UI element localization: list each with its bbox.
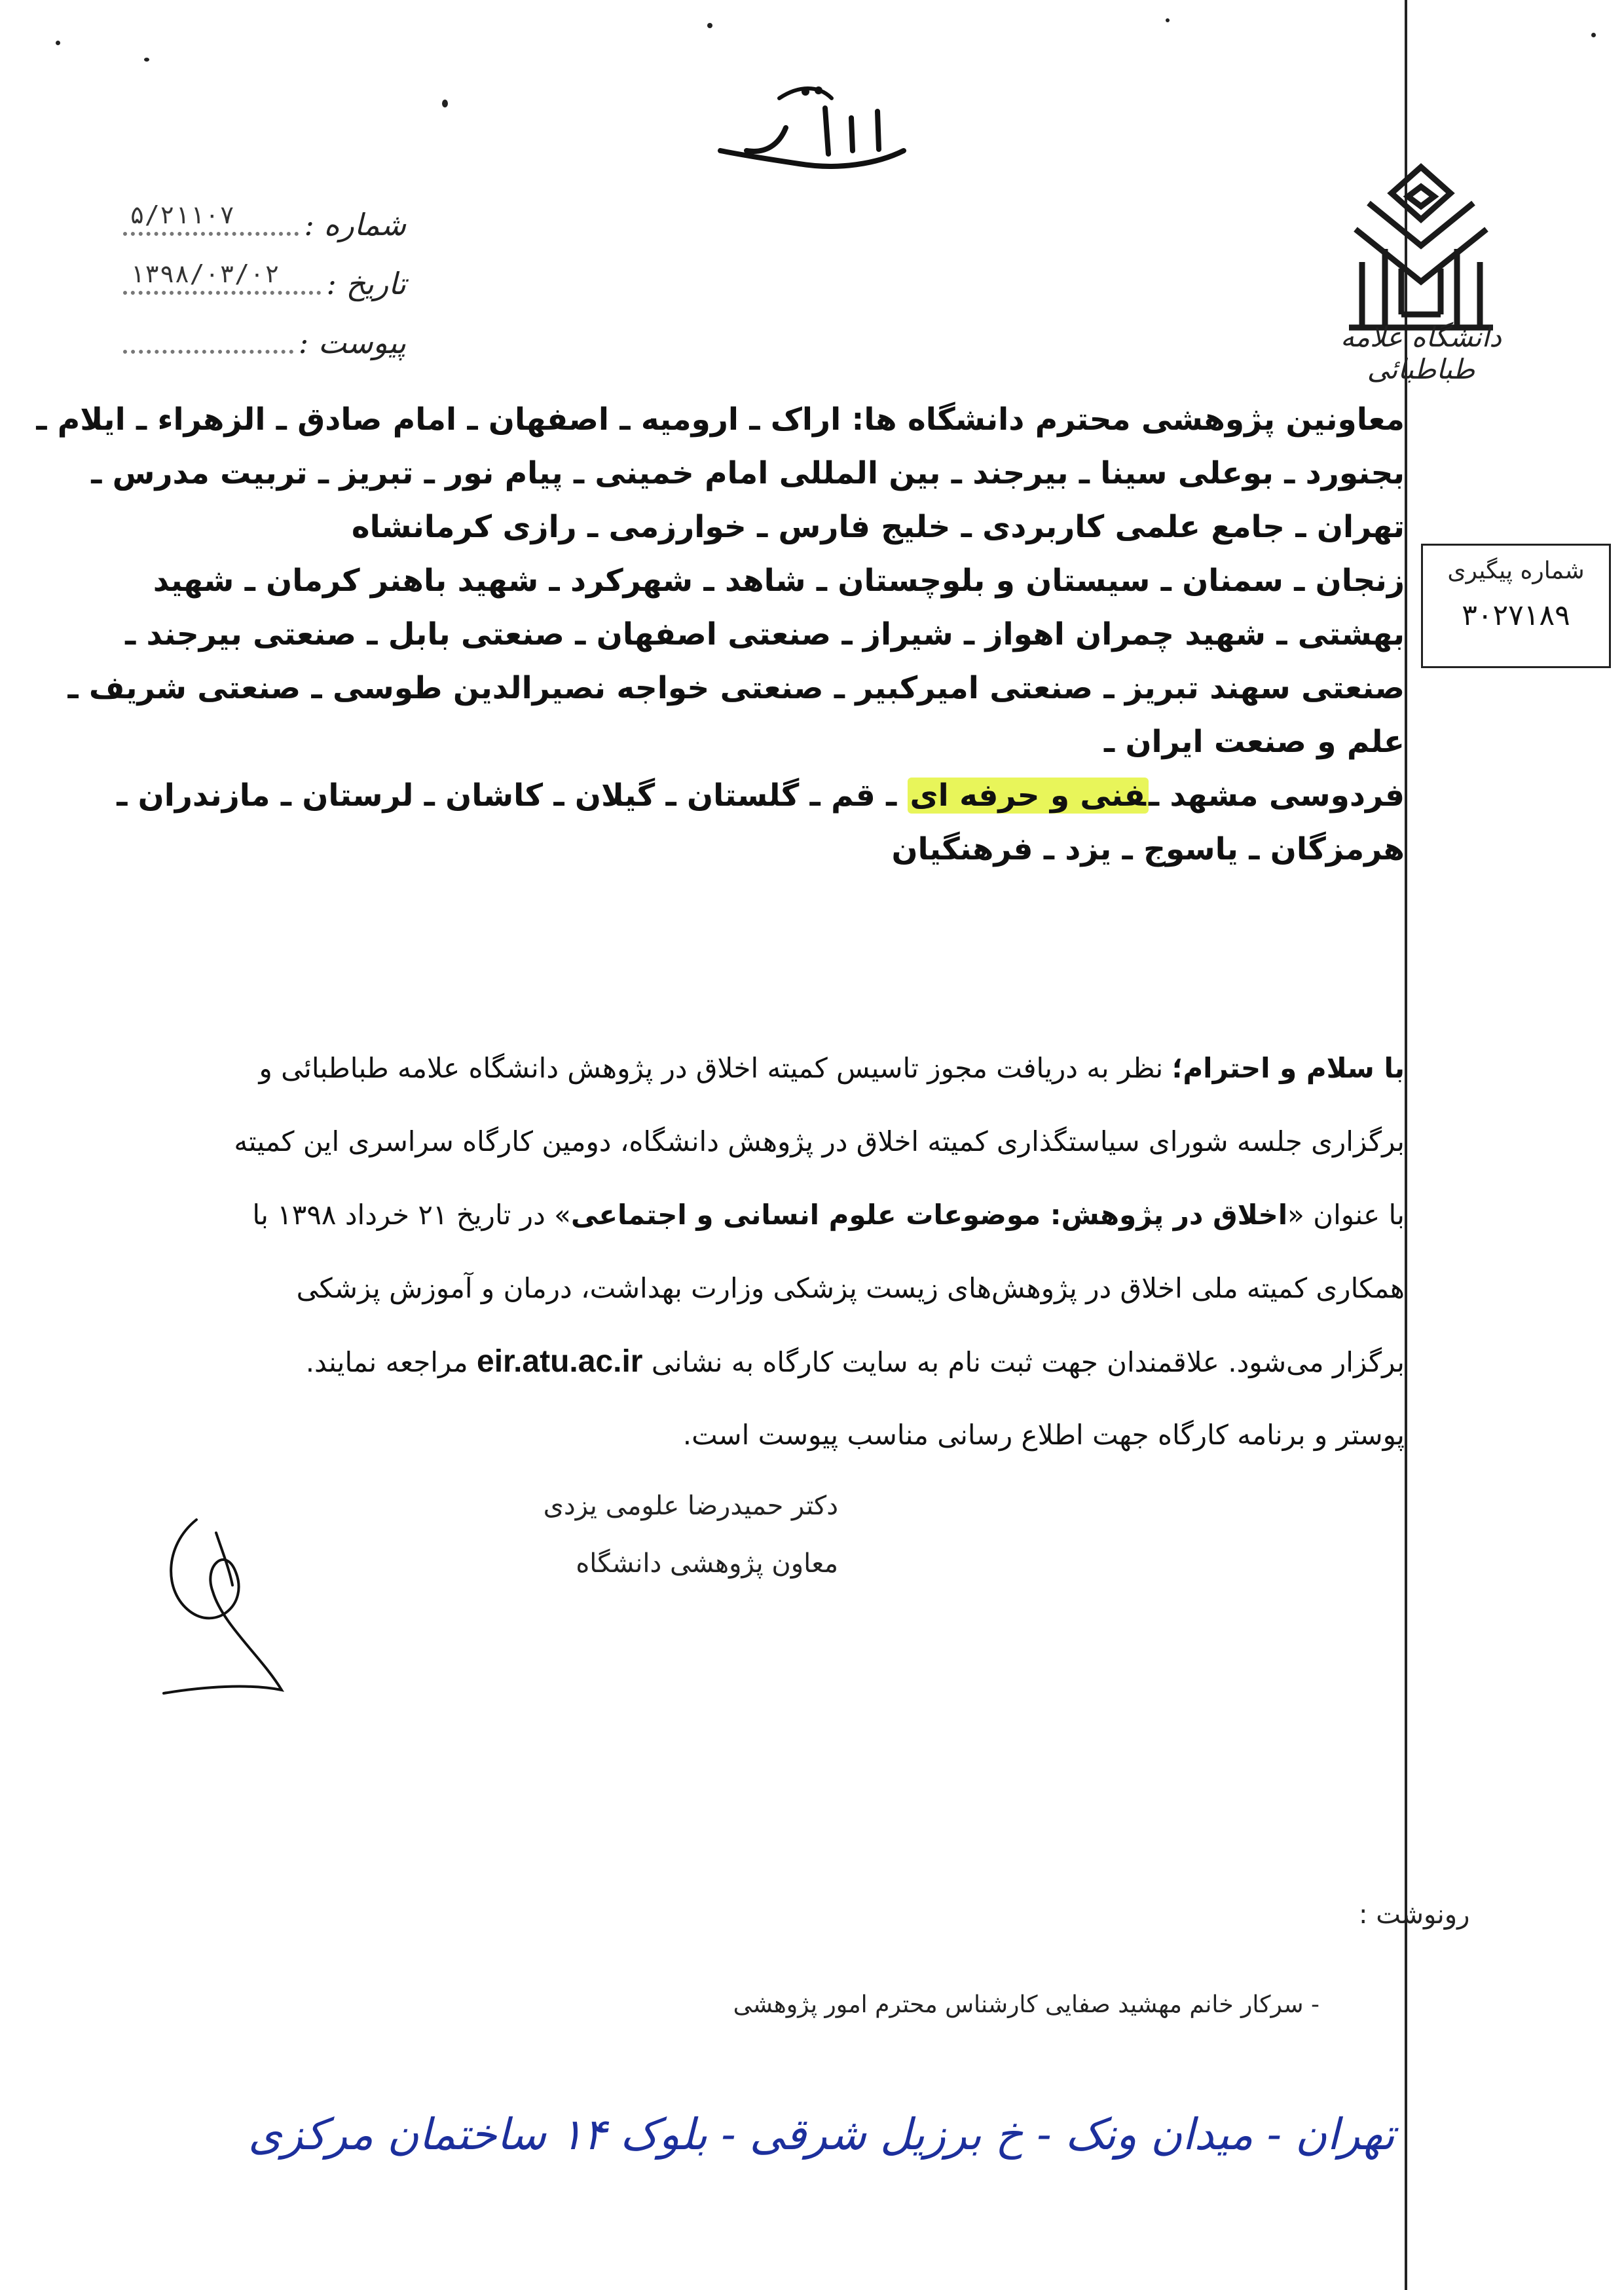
- letter-attachment-row: [118, 314, 406, 360]
- recipients-line: تهران ـ جامع علمی کاربردی ـ خلیج فارس ـ خوارزمی ـ رازی کرمانشاه: [351, 509, 1405, 545]
- body-text: نظر به دریافت مجوز تاسیس کمیته اخلاق در پژوهش دانشگاه علامه طباطبائی و: [259, 1052, 1172, 1084]
- body-line: همکاری کمیته ملی اخلاق در پژوهش‌های زیست پزشکی وزارت بهداشت، درمان و آموزش پزشکی: [296, 1272, 1405, 1304]
- recipients-line: صنعتی سهند تبریز ـ صنعتی امیرکبیر ـ صنعتی خواجه نصیرالدین طوسی ـ صنعتی شریف ـ: [67, 670, 1405, 706]
- handwritten-signature: [151, 1507, 301, 1697]
- recipients-line-highlighted: [111, 769, 1405, 823]
- scan-speck: [144, 58, 149, 62]
- tracking-number: ۳۰۲۷۱۸۹: [1462, 599, 1570, 632]
- letter-date-row: [118, 255, 406, 301]
- recipients-text: ـ قم ـ گلستان ـ گیلان ـ کاشان ـ لرستان ـ مازندران ـ: [117, 778, 908, 814]
- body-line: [111, 1325, 1405, 1398]
- attachment-dotted-line: [123, 349, 293, 354]
- workshop-website: eir.atu.ac.ir: [477, 1344, 643, 1379]
- number-value: ۵/۲۱۱۰۷: [130, 200, 235, 229]
- body-text: برگزار می‌شود. علاقمندان جهت ثبت نام به سایت کارگاه به نشانی: [642, 1346, 1405, 1378]
- number-dotted-line: [123, 200, 299, 236]
- recipients-line: زنجان ـ سمنان ـ سیستان و بلوچستان ـ شاهد ـ شهرکرد ـ شهید باهنر کرمان ـ شهید: [153, 563, 1405, 599]
- recipients-text: فردوسی مشهد ـ: [1148, 778, 1405, 814]
- cc-recipient: - سرکار خانم مهشید صفایی کارشناس محترم امور پژوهشی: [733, 1991, 1320, 2018]
- recipients-line: هرمزگان ـ یاسوج ـ یزد ـ فرهنگیان: [891, 831, 1405, 867]
- letter-number-row: [118, 197, 406, 242]
- body-line: [111, 1178, 1405, 1252]
- signer-title: معاون پژوهشی دانشگاه: [576, 1549, 838, 1579]
- highlighted-university: فنی و حرفه ای: [908, 778, 1149, 814]
- letter-body: [111, 1032, 1405, 1472]
- recipients-line: بجنورد ـ بوعلی سینا ـ بیرجند ـ بین المللی امام خمینی ـ پیام نور ـ تبریز ـ تربیت مدرس ـ: [91, 455, 1405, 491]
- recipients-line: معاونین پژوهشی محترم دانشگاه ها: اراک ـ ارومیه ـ اصفهان ـ امام صادق ـ الزهراء ـ ایلام ـ: [36, 402, 1405, 438]
- handwritten-address-text: تهران - میدان ونک - خ برزیل شرقی - بلوک ۱۴ ساختمان مرکزی: [248, 2109, 1395, 2160]
- attachment-label: پیوست :: [298, 325, 406, 360]
- university-name: دانشگاه علامه طباطبائی: [1340, 321, 1502, 385]
- tracking-label: شماره پیگیری: [1447, 557, 1585, 584]
- tracking-number-box: [1421, 544, 1611, 668]
- scan-speck: [442, 100, 448, 107]
- scan-speck: [1591, 33, 1596, 37]
- bismillah-calligraphy: [707, 72, 917, 190]
- workshop-title-subject: موضوعات علوم انسانی و اجتماعی: [570, 1199, 1050, 1231]
- body-text: » در تاریخ ۲۱ خرداد ۱۳۹۸ با: [252, 1199, 571, 1231]
- body-text: با عنوان «: [1287, 1199, 1405, 1231]
- recipients-line: بهشتی ـ شهید چمران اهواز ـ شیراز ـ صنعتی اصفهان ـ صنعتی بابل ـ صنعتی بیرجند ـ: [125, 616, 1405, 652]
- workshop-title-bold: اخلاق در پژوهش:: [1050, 1199, 1288, 1231]
- signer-block: [537, 1477, 838, 1592]
- scan-speck: [1166, 18, 1170, 22]
- body-line: [111, 1032, 1405, 1105]
- cc-label: رونوشت :: [1359, 1900, 1470, 1930]
- greeting: با سلام و احترام؛: [1172, 1052, 1405, 1084]
- recipients-block: [36, 393, 1405, 876]
- date-label: تاریخ :: [326, 266, 406, 301]
- date-value: ۱۳۹۸/۰۳/۰۲: [130, 259, 280, 288]
- body-text: مراجعه نمایند.: [305, 1346, 477, 1378]
- date-dotted-line: [123, 259, 321, 295]
- scan-speck: [56, 41, 60, 45]
- signer-name: دکتر حمیدرضا علومی یزدی: [543, 1491, 838, 1521]
- handwritten-address: [248, 2070, 1408, 2214]
- body-line: پوستر و برنامه کارگاه جهت اطلاع رسانی مناسب پیوست است.: [682, 1419, 1405, 1451]
- number-label: شماره :: [304, 207, 406, 242]
- scan-speck: [707, 23, 712, 28]
- body-line: برگزاری جلسه شورای سیاستگذاری کمیته اخلاق در پژوهش دانشگاه، دومین کارگاه سراسری این کمیته: [234, 1125, 1405, 1157]
- university-logo: [1323, 131, 1519, 385]
- recipients-line: علم و صنعت ایران ـ: [1104, 724, 1405, 760]
